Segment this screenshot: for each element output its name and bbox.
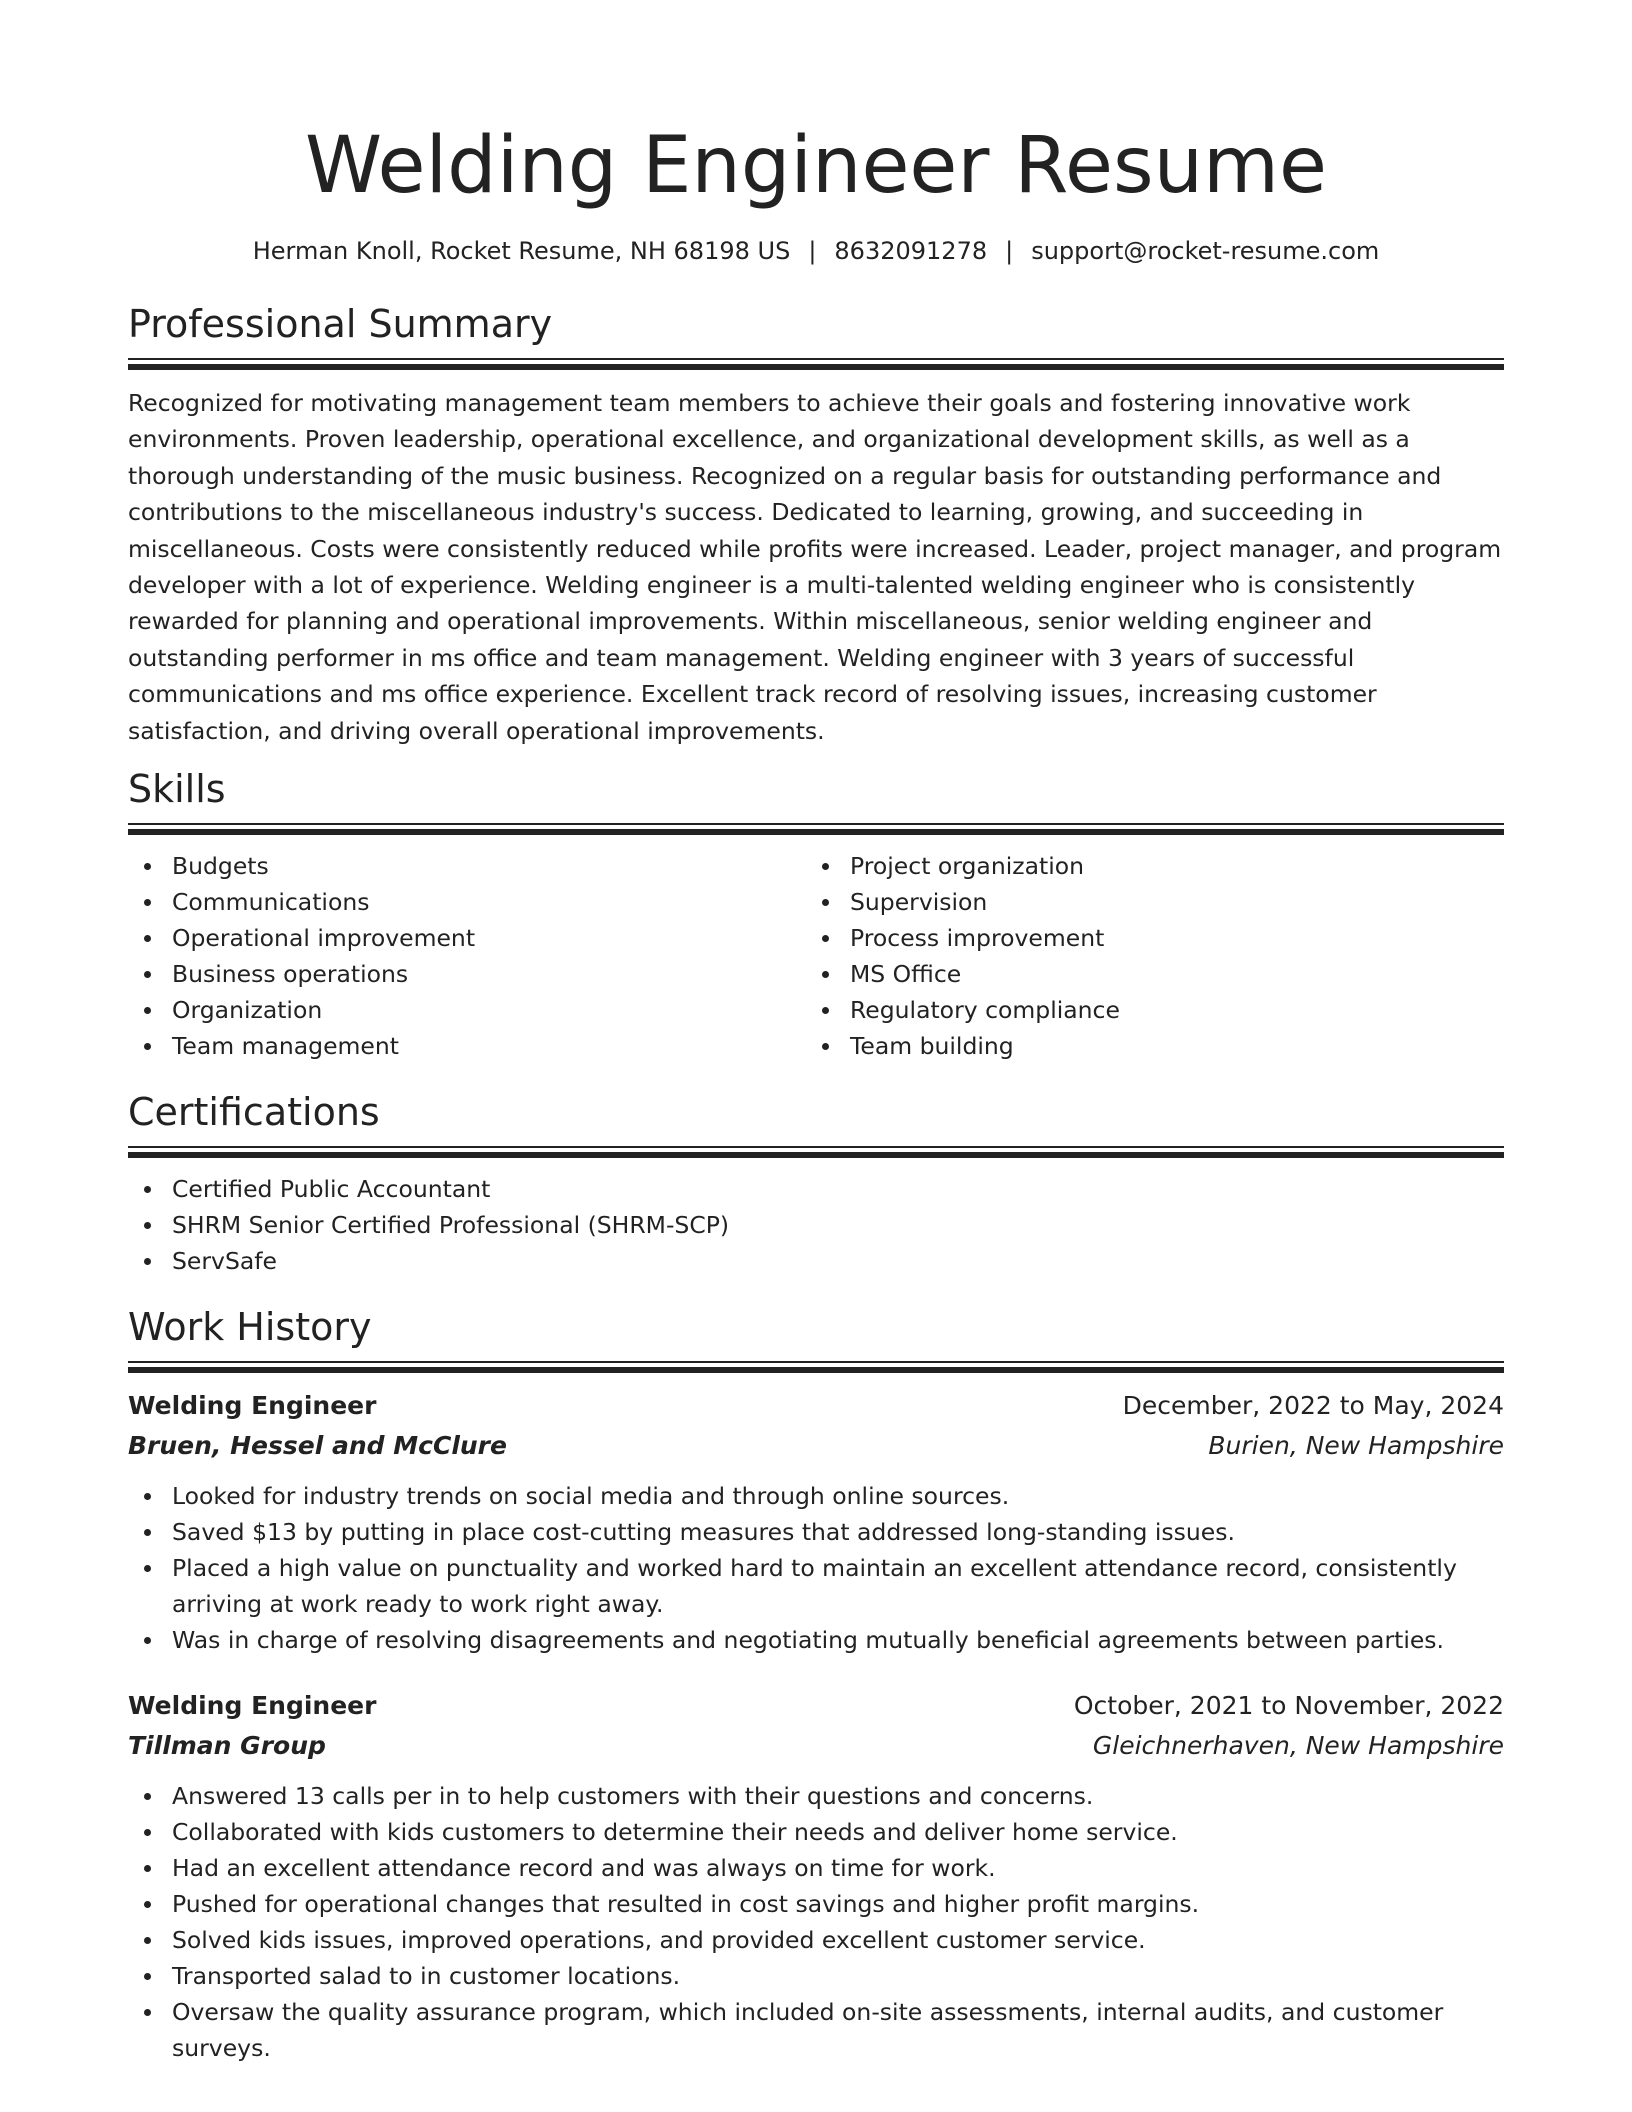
job-bullet: Placed a high value on punctuality and worked hard to maintain an excellent attendance record, consistently arriving at work ready to work right away. xyxy=(128,1550,1504,1622)
job-bullet: Had an excellent attendance record and was always on time for work. xyxy=(128,1850,1504,1886)
job-title: Welding Engineer xyxy=(128,1391,377,1421)
job-entry xyxy=(128,1386,1504,1658)
summary-text: Recognized for motivating management team members to achieve their goals and fostering innovative work environments. Proven leadership, operational excellence, and organizational development skills, as well as a thorough understanding of the music business. Recognized on a regular basis for outstanding performance and contributions to the miscellaneous industry's success. Dedicated to learning, growing, and succeeding in miscellaneous. Costs were consistently reduced while profits were increased. Leader, project manager, and program developer with a lot of experience. Welding engineer is a multi-talented welding engineer who is consistently rewarded for planning and operational improvements. Within miscellaneous, senior welding engineer and outstanding performer in ms office and team management. Welding engineer with 3 years of successful communications and ms office experience. Excellent track record of resolving issues, increasing customer satisfaction, and driving overall operational improvements. xyxy=(128,389,1502,745)
job-bullet: Answered 13 calls per in to help customers with their questions and concerns. xyxy=(128,1778,1504,1814)
skills-column-right xyxy=(806,848,1484,1064)
certifications-list xyxy=(128,1171,1504,1279)
skill-item: Supervision xyxy=(806,884,1484,920)
skill-item: Regulatory compliance xyxy=(806,992,1484,1028)
skills-section xyxy=(128,765,1504,1064)
skills-heading: Skills xyxy=(128,767,226,812)
certification-item: ServSafe xyxy=(128,1243,1504,1279)
work-history-section xyxy=(128,1303,1504,2066)
work-history-heading: Work History xyxy=(128,1305,372,1350)
contact-email: support@rocket-resume.com xyxy=(1031,237,1380,265)
job-dates: December, 2022 to May, 2024 xyxy=(1122,1391,1504,1421)
job-company: Bruen, Hessel and McClure xyxy=(128,1431,507,1461)
skill-item: MS Office xyxy=(806,956,1484,992)
job-bullet-list xyxy=(128,1778,1504,2066)
job-location: Gleichnerhaven, New Hampshire xyxy=(1092,1731,1504,1761)
job-location: Burien, New Hampshire xyxy=(1208,1431,1504,1461)
skills-column-left xyxy=(128,848,806,1064)
job-bullet: Was in charge of resolving disagreements and negotiating mutually beneficial agreements between parties. xyxy=(128,1622,1504,1658)
section-divider xyxy=(128,358,1504,371)
section-divider xyxy=(128,1361,1504,1374)
contact-phone: 8632091278 xyxy=(834,237,988,265)
resume-page xyxy=(128,0,1504,2066)
certification-item: SHRM Senior Certified Professional (SHRM-SCP) xyxy=(128,1207,1504,1243)
job-subheader xyxy=(128,1426,1504,1466)
resume-title: Welding Engineer Resume xyxy=(304,121,1328,211)
job-company: Tillman Group xyxy=(128,1731,326,1761)
certifications-heading: Certifications xyxy=(128,1090,380,1135)
contact-separator: | xyxy=(808,237,817,265)
job-bullet: Solved kids issues, improved operations, and provided excellent customer service. xyxy=(128,1922,1504,1958)
summary-section xyxy=(128,300,1504,749)
skill-item: Organization xyxy=(128,992,806,1028)
skill-item: Process improvement xyxy=(806,920,1484,956)
job-bullet: Transported salad to in customer locations. xyxy=(128,1958,1504,1994)
section-divider xyxy=(128,1146,1504,1159)
skill-item: Budgets xyxy=(128,848,806,884)
contact-address: Herman Knoll, Rocket Resume, NH 68198 US xyxy=(252,237,791,265)
skill-item: Project organization xyxy=(806,848,1484,884)
contact-line xyxy=(128,236,1504,266)
skill-item: Team management xyxy=(128,1028,806,1064)
job-bullet: Saved $13 by putting in place cost-cutting measures that addressed long-standing issues. xyxy=(128,1514,1504,1550)
job-header xyxy=(128,1386,1504,1426)
skill-item: Communications xyxy=(128,884,806,920)
skill-item: Business operations xyxy=(128,956,806,992)
skill-item: Team building xyxy=(806,1028,1484,1064)
job-bullet: Pushed for operational changes that resulted in cost savings and higher profit margins. xyxy=(128,1886,1504,1922)
job-header xyxy=(128,1686,1504,1726)
skill-item: Operational improvement xyxy=(128,920,806,956)
certifications-section xyxy=(128,1088,1504,1279)
job-title: Welding Engineer xyxy=(128,1691,377,1721)
section-divider xyxy=(128,823,1504,836)
job-dates: October, 2021 to November, 2022 xyxy=(1073,1691,1504,1721)
job-entry xyxy=(128,1686,1504,2066)
skills-grid xyxy=(128,848,1504,1064)
summary-heading: Professional Summary xyxy=(128,302,553,346)
job-subheader xyxy=(128,1726,1504,1766)
job-bullet: Collaborated with kids customers to determine their needs and deliver home service. xyxy=(128,1814,1504,1850)
job-bullet-list xyxy=(128,1478,1504,1658)
certification-item: Certified Public Accountant xyxy=(128,1171,1504,1207)
job-bullet: Oversaw the quality assurance program, which included on-site assessments, internal audits, and customer surveys. xyxy=(128,1994,1504,2066)
job-bullet: Looked for industry trends on social media and through online sources. xyxy=(128,1478,1504,1514)
contact-separator: | xyxy=(1005,237,1014,265)
